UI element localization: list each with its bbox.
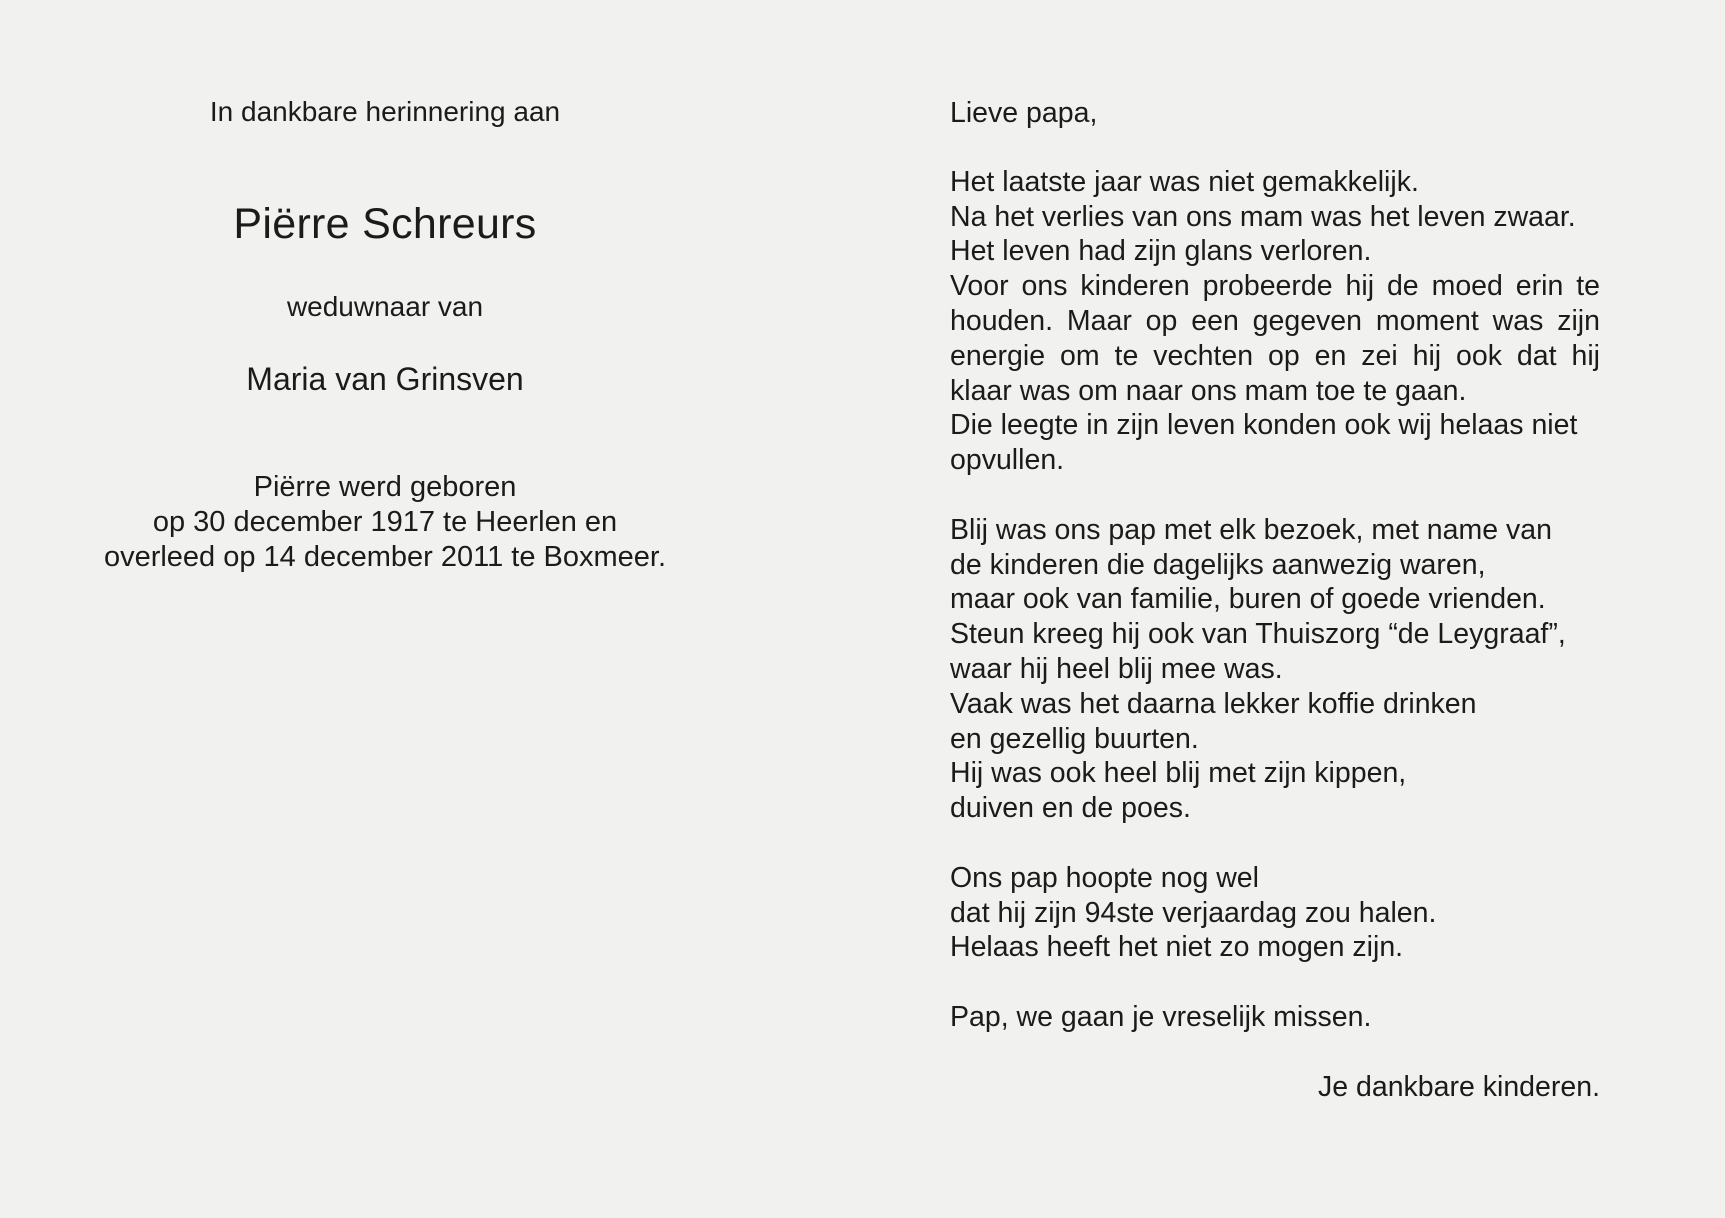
letter-line: Het laatste jaar was niet gemakkelijk. [950,165,1419,198]
letter-line: houden. Maar op een gegeven moment was zijn [950,304,1600,337]
letter-line: maar ook van familie, buren of goede vrienden. [950,583,1546,616]
letter-line: klaar was om naar ons mam toe te gaan. [950,374,1467,407]
letter-paragraph-2 [950,513,1600,826]
letter-paragraph-3 [950,861,1600,965]
letter-line: Helaas heeft het niet zo mogen zijn. [950,931,1404,964]
letter-line: Ons pap hoopte nog wel [950,861,1259,894]
letter-line: Het leven had zijn glans verloren. [950,235,1372,268]
letter-line: Blij was ons pap met elk bezoek, met name van [950,513,1552,546]
intro-text: In dankbare herinnering aan [209,96,561,127]
letter-line: Voor ons kinderen probeerde hij de moed erin te [950,270,1600,303]
letter-line: Die leegte in zijn leven konden ook wij helaas niet [950,409,1578,442]
letter-line: dat hij zijn 94ste verjaardag zou halen. [950,896,1437,929]
letter-line: energie om te vechten op en zei hij ook dat hij [950,339,1600,372]
letter-line: de kinderen die dagelijks aanwezig waren, [950,548,1486,581]
letter-line: Na het verlies van ons mam was het leven zwaar. [950,200,1576,233]
life-dates-line: overleed op 14 december 2011 te Boxmeer. [103,541,667,573]
letter-line: Hij was ook heel blij met zijn kippen, [950,757,1407,790]
life-dates-line: op 30 december 1917 te Heerlen en [152,506,618,538]
letter-line: waar hij heel blij mee was. [950,652,1283,685]
letter-line: Vaak was het daarna lekker koffie drinken [950,687,1477,720]
letter-line: en gezellig buurten. [950,722,1199,755]
letter-line: duiven en de poes. [950,792,1191,825]
letter-line: Steun kreeg hij ook van Thuiszorg “de Leygraaf”, [950,618,1566,651]
letter-greeting: Lieve papa, [950,97,1098,129]
left-panel [0,0,770,1218]
life-dates-line: Piërre werd geboren [253,471,517,503]
spouse-name: Maria van Grinsven [246,361,524,397]
letter-panel [950,96,1600,1104]
letter-line: opvullen. [950,444,1065,477]
deceased-name: Piërre Schreurs [233,200,537,248]
letter-signature: Je dankbare kinderen. [1317,1070,1600,1103]
letter-closing: Pap, we gaan je vreselijk missen. [950,1000,1372,1033]
letter-paragraph-1 [950,165,1600,478]
widow-label: weduwnaar van [286,291,484,322]
life-dates-block [0,470,770,575]
